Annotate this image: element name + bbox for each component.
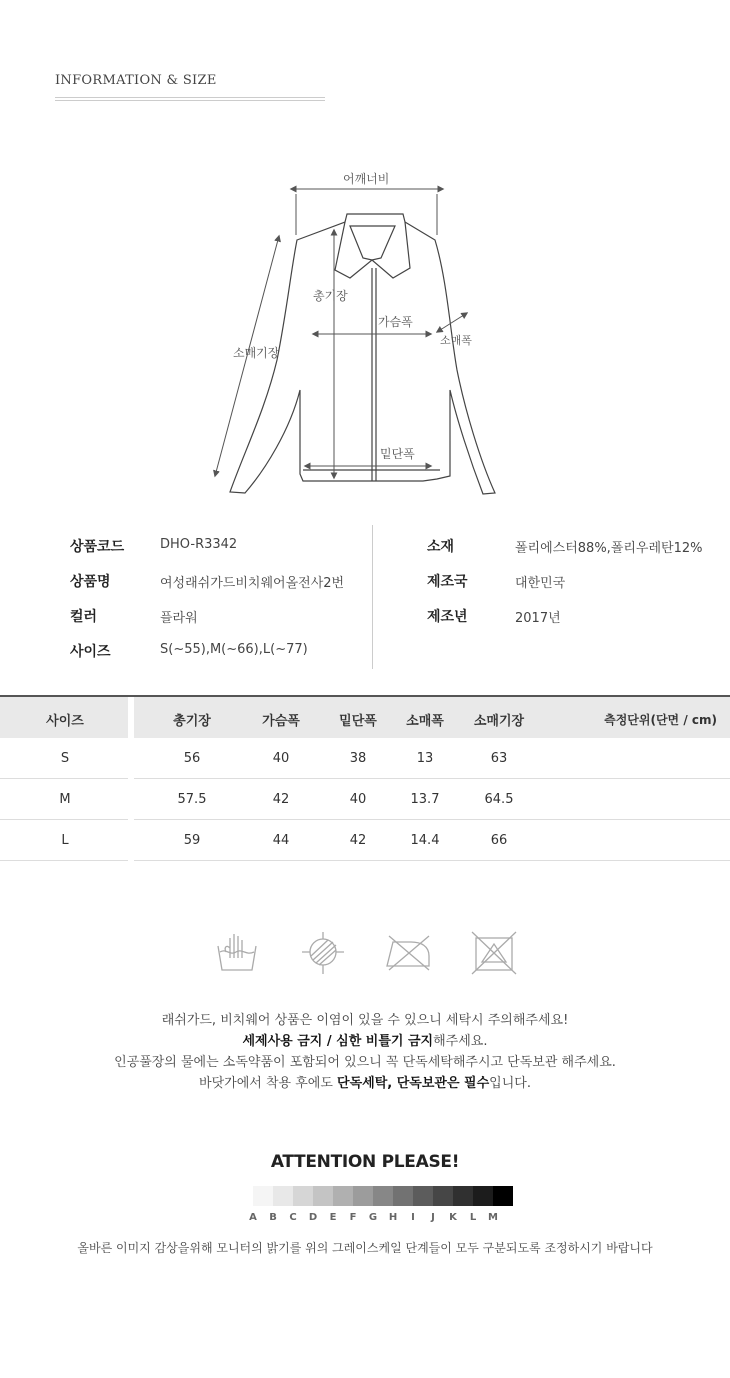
header-sleeve-width: 소매폭 [406,714,444,729]
notice-line-3: 인공풀장의 물에는 소독약품이 포함되어 있으니 꼭 단독세탁해주시고 단독보관 해주세요. [114,1055,616,1070]
material-key: 소재 [427,539,455,555]
no-iron-icon [387,936,429,970]
title-underline [55,97,325,98]
grayscale-swatch [273,1186,293,1206]
swatch-letter: M [488,1212,498,1223]
sleeve-width-label: 소매폭 [440,334,472,347]
year-value: 2017년 [515,611,561,626]
grayscale-swatch [433,1186,453,1206]
notice-line-4: 바닷가에서 착용 후에도 단독세탁, 단독보관은 필수입니다. [199,1076,531,1091]
grayscale-swatch [253,1186,273,1206]
header-chest: 가슴폭 [262,714,300,729]
grayscale-swatch [453,1186,473,1206]
no-bleach-icon [472,932,516,974]
product-name-value: 여성래쉬가드비치웨어올전사2번 [160,576,345,591]
color-key: 컬러 [70,609,98,625]
header-hem: 밑단폭 [339,714,377,729]
swatch-letter: E [329,1212,337,1223]
material-value: 폴리에스터88%,폴리우레탄12% [515,541,703,556]
shoulder-label: 어깨너비 [343,172,390,186]
notice-line-2: 세제사용 금지 / 심한 비틀기 금지해주세요. [242,1034,488,1049]
grayscale-swatch [493,1186,513,1206]
product-code-key: 상품코드 [70,539,125,555]
swatch-letter: I [411,1212,415,1223]
attention-title: ATTENTION PLEASE! [270,1152,460,1172]
total-length-label: 총기장 [313,289,348,303]
garment-measurement-diagram [195,160,535,505]
grayscale-swatch [373,1186,393,1206]
grayscale-swatch [413,1186,433,1206]
notice-line-1: 래쉬가드, 비치웨어 상품은 이염이 있을 수 있으니 세탁시 주의해주세요! [161,1013,569,1028]
sleeve-length-label: 소매기장 [233,346,280,360]
swatch-letter: D [308,1212,318,1223]
header-size: 사이즈 [46,714,84,729]
care-icons [210,928,530,978]
size-value: S(~55),M(~66),L(~77) [160,642,308,657]
swatch-letter: F [349,1212,357,1223]
no-tumble-dry-sun-icon [302,932,344,974]
swatch-letter: H [388,1212,398,1223]
hem-label: 밑단폭 [380,447,415,461]
header-sleeve-length: 소매기장 [473,714,525,729]
product-name-key: 상품명 [70,574,111,590]
header-total-length: 총기장 [173,714,211,729]
origin-key: 제조국 [427,574,468,590]
swatch-letter: J [431,1212,435,1223]
grayscale-swatch [353,1186,373,1206]
swatch-letter: C [289,1212,297,1223]
product-code-value: DHO-R3342 [160,537,238,552]
grayscale-swatch [313,1186,333,1206]
title-underline-2 [55,100,325,101]
attention-footnote: 올바른 이미지 감상을위해 모니터의 밝기를 위의 그레이스케일 단계들이 모두 구분되도록 조정하시기 바랍니다 [77,1241,653,1255]
swatch-letter: K [449,1212,457,1223]
swatch-letter: A [249,1212,257,1223]
origin-value: 대한민국 [515,576,566,591]
chest-label: 가슴폭 [378,315,413,329]
grayscale-swatch [293,1186,313,1206]
swatch-letter: B [269,1212,277,1223]
swatch-letter: L [469,1212,477,1223]
unit-label: 측정단위(단면 / cm) [604,713,717,727]
info-divider [372,525,373,669]
grayscale-swatch [473,1186,493,1206]
swatch-letter: G [368,1212,378,1223]
grayscale-swatch [393,1186,413,1206]
color-value: 플라워 [160,611,198,626]
grayscale-swatch [333,1186,353,1206]
section-title: INFORMATION & SIZE [55,73,217,88]
hand-wash-icon [218,934,256,970]
year-key: 제조년 [427,609,468,625]
size-key: 사이즈 [70,644,111,660]
